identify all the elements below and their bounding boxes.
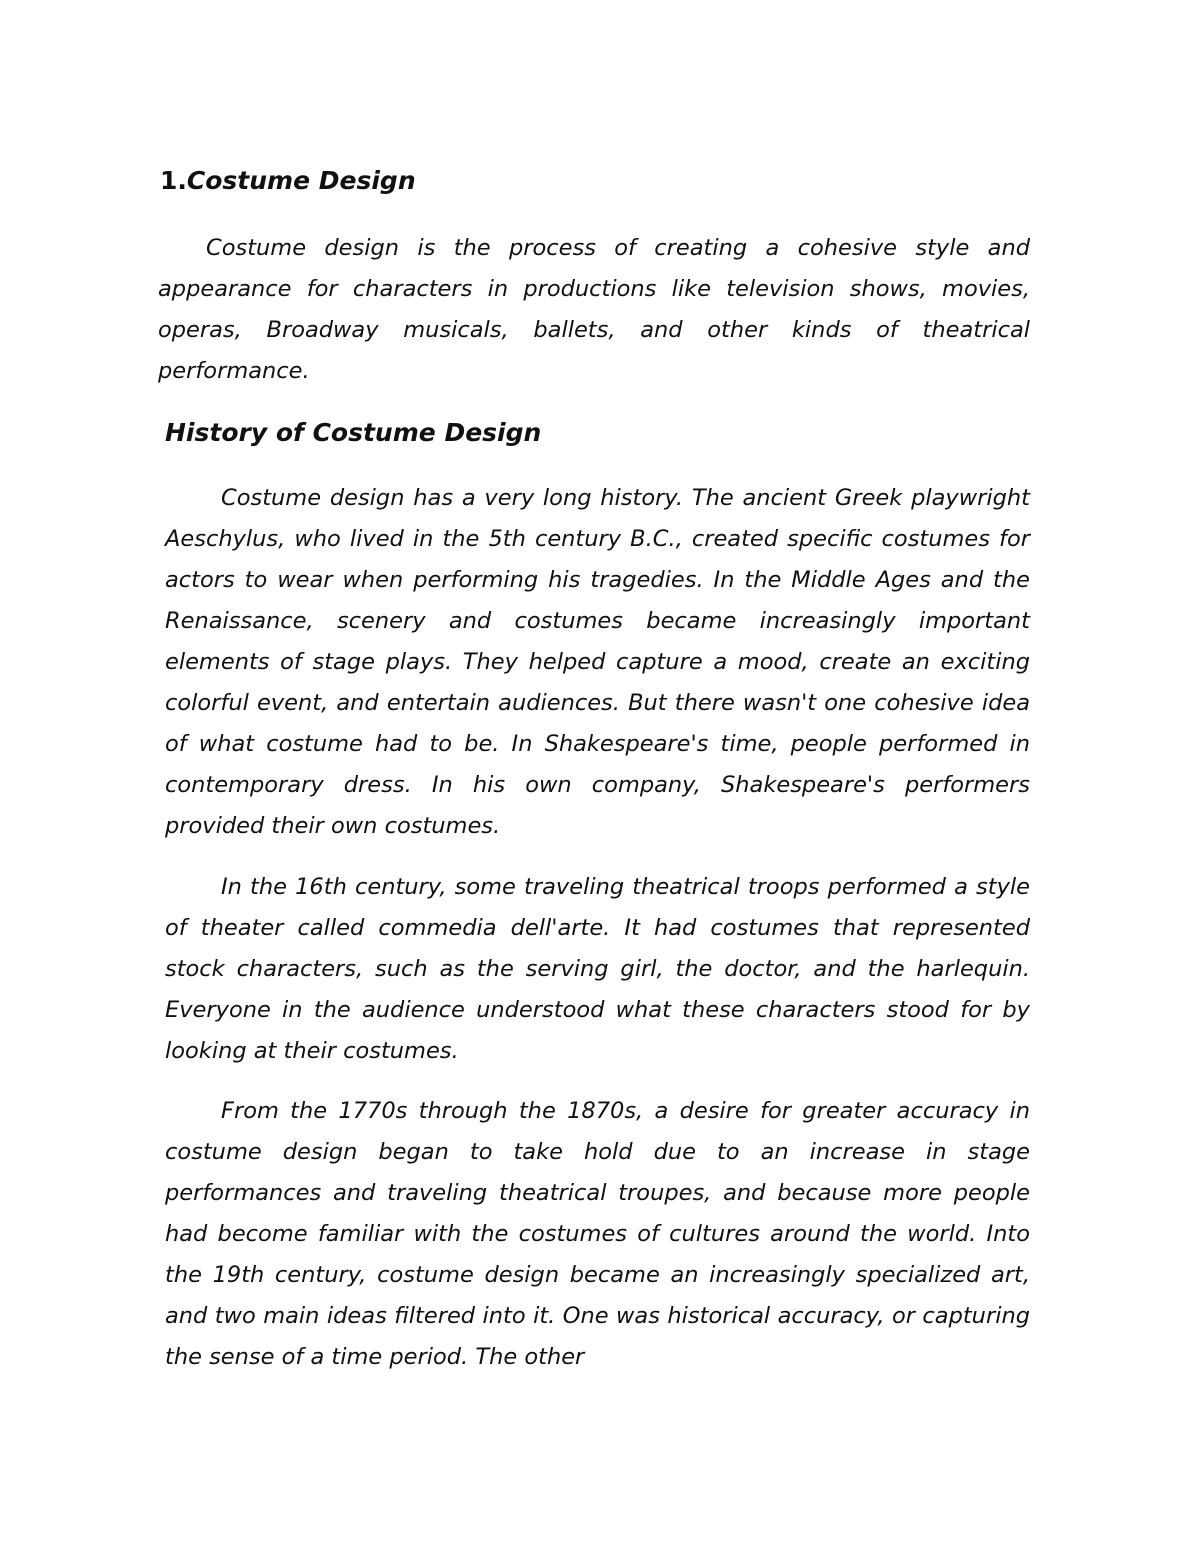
history-paragraph-2: In the 16th century, some traveling theatrical troops performed a style of theater called commedia dell'arte. It had costumes that represented stock characters, such as the serving girl, the doctor, and the harlequin. Everyone in the audience understood what these characters stood for by looking at their costumes. xyxy=(165,874,1030,1064)
section-number: 1. xyxy=(160,166,187,195)
section-heading xyxy=(160,166,416,195)
intro-paragraph: Costume design is the process of creating a cohesive style and appearance for characters in productions like television shows, movies, operas, Broadway musicals, ballets, and other kinds of theatrical performance. xyxy=(158,235,1030,384)
section-title: Costume Design xyxy=(186,166,416,195)
history-paragraph-1: Costume design has a very long history. The ancient Greek playwright Aeschylus, who lived in the 5th century B.C., created specific costumes for actors to wear when performing his tragedies. In the Middle Ages and the Renaissance, scenery and costumes became increasingly important elements of stage plays. They helped capture a mood, create an exciting colorful event, and entertain audiences. But there wasn't one cohesive idea of what costume had to be. In Shakespeare's time, people performed in contemporary dress. In his own company, Shakespeare's performers provided their own costumes. xyxy=(165,485,1030,839)
history-paragraph-3: From the 1770s through the 1870s, a desire for greater accuracy in costume design began to take hold due to an increase in stage performances and traveling theatrical troupes, and because more people had become familiar with the costumes of cultures around the world. Into the 19th century, costume design became an increasingly specialized art, and two main ideas filtered into it. One was historical accuracy, or capturing the sense of a time period. The other xyxy=(165,1098,1030,1370)
history-heading: History of Costume Design xyxy=(165,418,542,447)
